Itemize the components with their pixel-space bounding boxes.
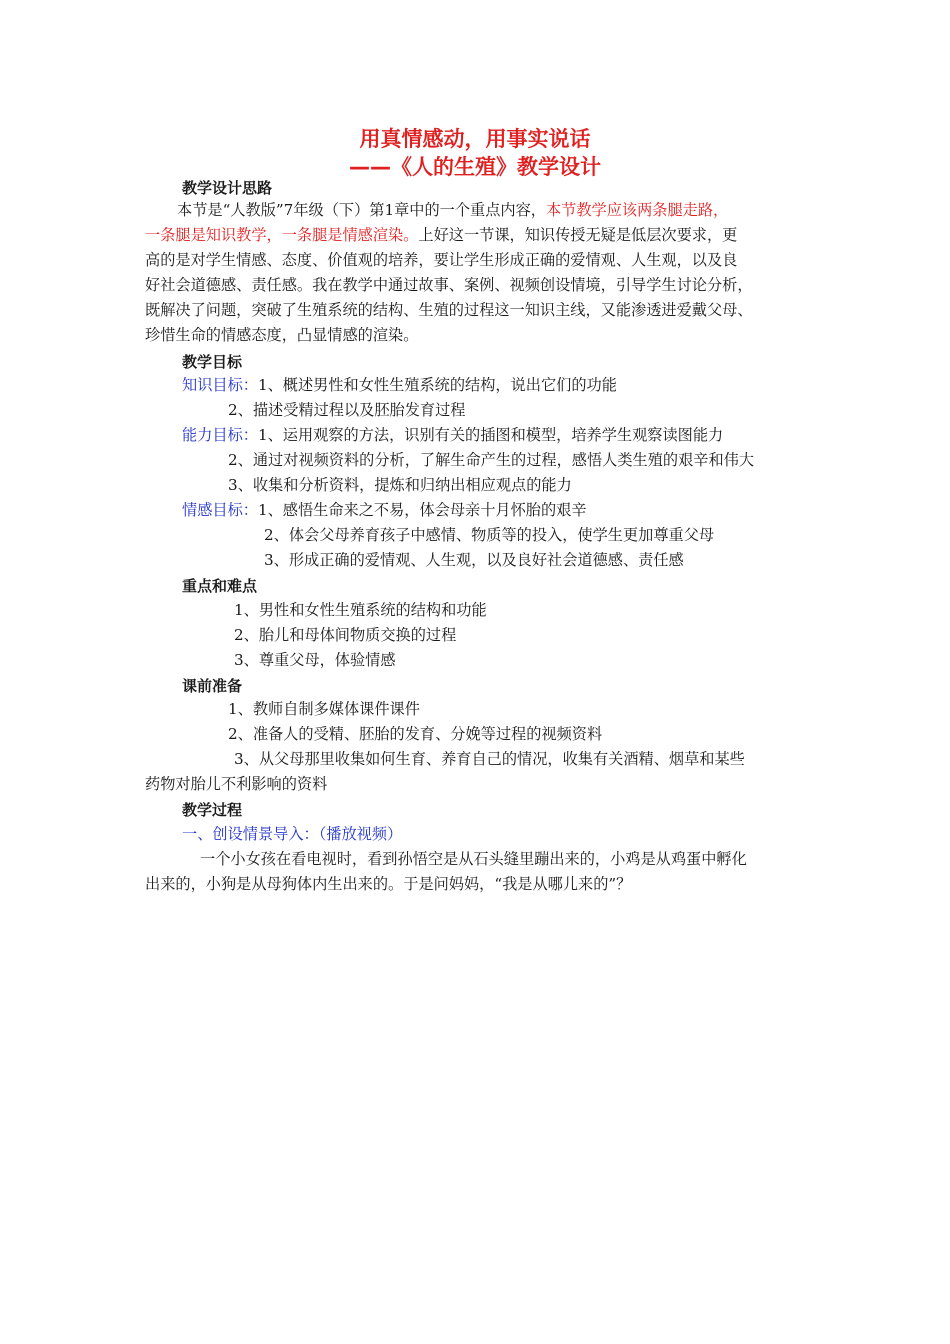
preparation-item-3-continued: 药物对胎儿不利影响的资料 [145,775,328,793]
story-line-1: 一个小女孩在看电视时，看到孙悟空是从石头缝里蹦出来的，小鸡是从鸡蛋中孵化 [200,850,747,868]
emotion-goal-1 [182,500,587,520]
section-heading-key-points: 重点和难点 [182,577,258,595]
design-paragraph-line-5: 既解决了问题，突破了生殖系统的结构、生殖的过程这一知识主线，又能渗透进爱戴父母、 [145,301,753,319]
section-heading-design: 教学设计思路 [182,179,273,197]
highlight-text: 本节教学应该两条腿走路， [545,201,729,219]
goal-text: 1、概述男性和女性生殖系统的结构，说出它们的功能 [257,376,617,394]
key-point-3: 3、尊重父母，体验情感 [234,651,396,669]
design-text: 上好这一节课，知识传授无疑是低层次要求，更 [418,226,738,244]
design-paragraph-line-1 [177,200,728,220]
process-step-1: 一、创设情景导入：（播放视频） [182,825,403,843]
preparation-item-1: 1、教师自制多媒体课件课件 [228,700,420,718]
design-paragraph-line-4: 好社会道德感、责任感。我在教学中通过故事、案例、视频创设情境，引导学生讨论分析， [145,276,753,294]
ability-goal-2: 2、通过对视频资料的分析，了解生命产生的过程，感悟人类生殖的艰辛和伟大 [228,451,755,469]
section-heading-process: 教学过程 [182,801,243,819]
goal-label: 知识目标： [182,376,258,394]
design-text: 本节是“人教版”7年级（下）第1章中的一个重点内容， [177,201,546,219]
goal-text: 1、运用观察的方法，识别有关的插图和模型，培养学生观察读图能力 [257,426,724,444]
goal-label: 情感目标： [182,501,258,519]
section-heading-preparation: 课前准备 [182,677,243,695]
goal-label: 能力目标： [182,426,258,444]
emotion-goal-3: 3、形成正确的爱情观、人生观，以及良好社会道德感、责任感 [264,551,684,569]
design-paragraph-line-2 [145,225,737,245]
story-line-2: 出来的，小狗是从母狗体内生出来的。于是问妈妈，“我是从哪儿来的”？ [145,875,632,893]
design-paragraph-line-6: 珍惜生命的情感态度，凸显情感的渲染。 [145,326,419,344]
emotion-goal-2: 2、体会父母养育孩子中感情、物质等的投入，使学生更加尊重父母 [264,526,715,544]
preparation-item-2: 2、准备人的受精、胚胎的发育、分娩等过程的视频资料 [228,725,603,743]
ability-goal-3: 3、收集和分析资料，提炼和归纳出相应观点的能力 [228,476,572,494]
preparation-item-3: 3、从父母那里收集如何生育、养育自己的情况，收集有关酒精、烟草和某些 [234,750,745,768]
section-heading-goals: 教学目标 [182,353,243,371]
design-paragraph-line-3: 高的是对学生情感、态度、价值观的培养，要让学生形成正确的爱情观、人生观，以及良 [145,251,738,269]
document-title: 用真情感动，用事实说话 [359,127,591,151]
document-subtitle: ——《人的生殖》教学设计 [349,155,601,179]
knowledge-goal-1 [182,375,617,395]
ability-goal-1 [182,425,723,445]
goal-text: 1、感悟生命来之不易，体会母亲十月怀胎的艰辛 [257,501,587,519]
key-point-1: 1、男性和女性生殖系统的结构和功能 [234,601,487,619]
knowledge-goal-2: 2、描述受精过程以及胚胎发育过程 [228,401,466,419]
highlight-text: 一条腿是知识教学，一条腿是情感渲染。 [145,226,419,244]
key-point-2: 2、胎儿和母体间物质交换的过程 [234,626,457,644]
